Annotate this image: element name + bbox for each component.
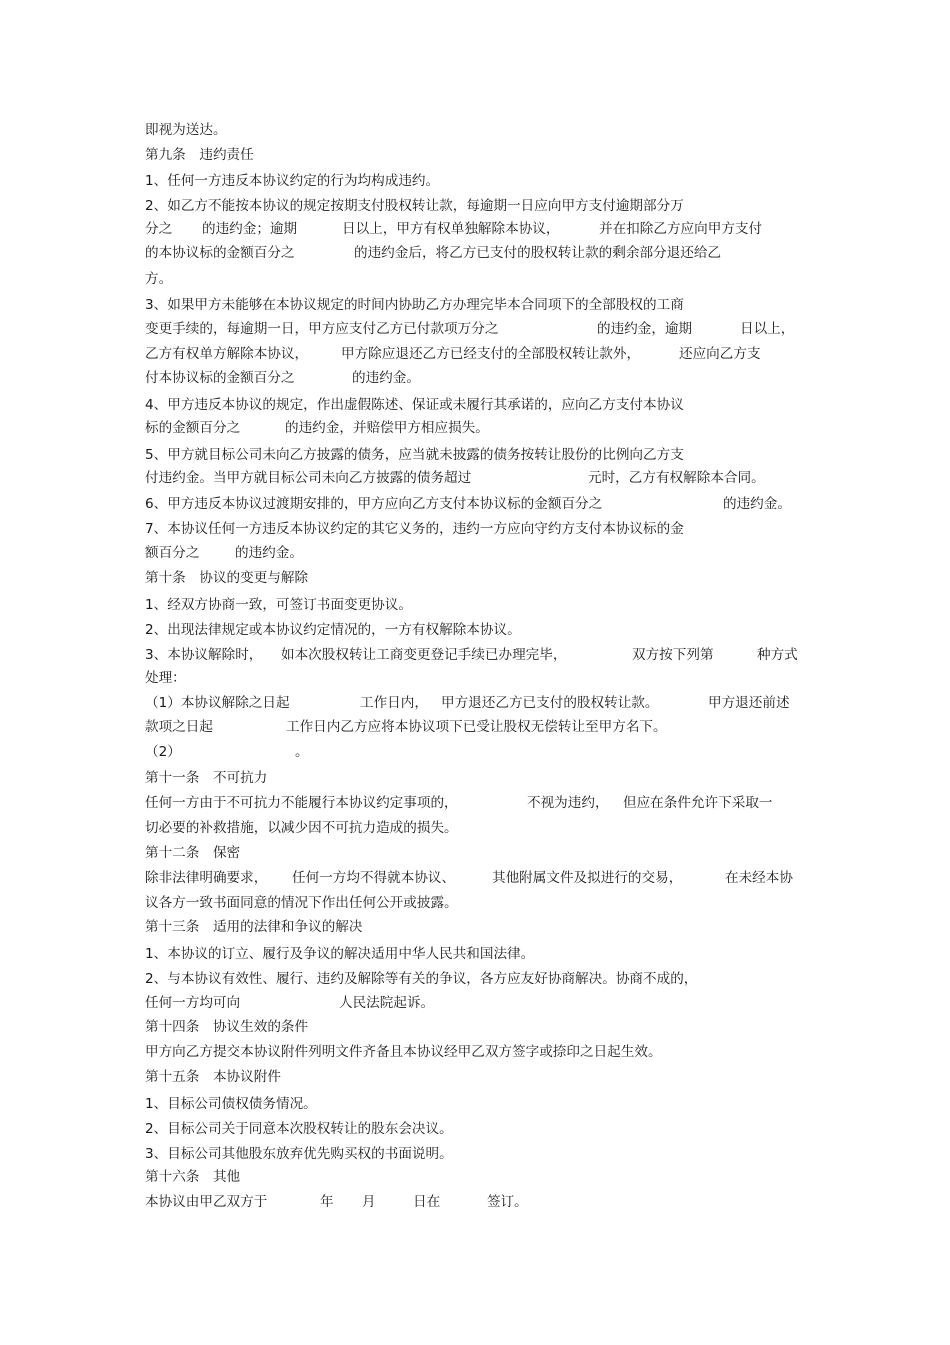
article-heading-13: 第十三条 适用的法律和争议的解决	[145, 919, 363, 935]
text-run: 3、本协议解除时，	[145, 647, 263, 663]
text-run: 还应向乙方支	[679, 346, 761, 362]
article-heading-12: 第十二条 保密	[145, 845, 241, 861]
text-run: 任何一方均不得就本协议、	[292, 870, 456, 886]
text-run: 乙方有权单方解除本协议，	[145, 346, 309, 362]
text-run: 并在扣除乙方应向甲方支付	[599, 221, 763, 237]
clause-9-5: 5、甲方就目标公司未向乙方披露的债务，应当就未披露的债务按转让股份的比例向乙方支	[145, 447, 684, 463]
text-run: 日在	[413, 1194, 441, 1210]
article-heading-10: 第十条 协议的变更与解除	[145, 570, 309, 586]
text-run: 除非法律明确要求，	[145, 870, 268, 886]
clause-11-line: 切必要的补救措施，以减少因不可抗力造成的损失。	[145, 820, 458, 836]
text-run: 在未经本协	[725, 870, 793, 886]
text-run: 元时，乙方有权解除本合同。	[588, 470, 765, 486]
text-run: 标的金额百分之	[145, 420, 241, 436]
clause-16	[145, 1193, 528, 1319]
clause-9-7: 7、本协议任何一方违反本协议约定的其它义务的，违约一方应向守约方支付本协议标的金	[145, 521, 684, 537]
clause-9-3: 3、如果甲方未能够在本协议规定的时间内协助乙方办理完毕本合同项下的全部股权的工商	[145, 297, 684, 313]
text-run: 的违约金。	[235, 545, 303, 561]
clause-13-1: 1、本协议的订立、履行及争议的解决适用中华人民共和国法律。	[145, 946, 535, 962]
text-run: 的违约金，并赔偿甲方相应损失。	[285, 420, 489, 436]
clause-15-1: 1、目标公司债权债务情况。	[145, 1096, 317, 1112]
text-run: 的违约金，逾期	[597, 321, 693, 337]
text-run: 变更手续的，每逾期一日，甲方应支付乙方已付款项万分之	[145, 321, 499, 337]
text-run: 的违约金后，将乙方已支付的股权转让款的剩余部分退还给乙	[354, 245, 722, 261]
text-run: 日以上，	[740, 321, 795, 337]
text-run: 。	[295, 744, 309, 760]
clause-10-1: 1、经双方协商一致，可签订书面变更协议。	[145, 597, 412, 613]
text-run: 甲方除应退还乙方已经支付的全部股权转让款外，	[341, 346, 641, 362]
text-run: 双方按下列第	[632, 647, 714, 663]
text-run: 年	[320, 1194, 334, 1210]
article-heading-11: 第十一条 不可抗力	[145, 770, 268, 786]
clause-12-line: 议各方一致书面同意的情况下作出任何公开或披露。	[145, 895, 458, 911]
article-heading-15: 第十五条 本协议附件	[145, 1069, 281, 1085]
article-heading-16: 第十六条 其他	[145, 1169, 241, 1185]
clause-9-2: 2、如乙方不能按本协议的规定按期支付股权转让款，每逾期一日应向甲方支付逾期部分万	[145, 198, 684, 214]
text-run: 工作日内，	[360, 695, 428, 711]
clause-10-2: 2、出现法律规定或本协议约定情况的，一方有权解除本协议。	[145, 622, 521, 638]
clause-14: 甲方向乙方提交本协议附件列明文件齐备且本协议经甲乙双方签字或捺印之日起生效。	[145, 1044, 662, 1060]
text-run: 签订。	[487, 1194, 528, 1210]
text-run: 付违约金。当甲方就目标公司未向乙方披露的债务超过	[145, 470, 472, 486]
paragraph: 即视为送达。	[145, 122, 227, 138]
article-heading-9: 第九条 违约责任	[145, 147, 254, 163]
clause-15-3: 3、目标公司其他股东放弃优先购买权的书面说明。	[145, 1146, 453, 1162]
text-run: 但应在条件允许下采取一	[623, 795, 773, 811]
text-run: 月	[362, 1194, 376, 1210]
text-run: 的违约金。	[723, 496, 791, 512]
text-run: 的违约金；逾期	[202, 221, 298, 237]
clause-9-4: 4、甲方违反本协议的规定，作出虚假陈述、保证或未履行其承诺的，应向乙方支付本协议	[145, 397, 684, 413]
text-run: 分之	[145, 221, 173, 237]
article-heading-14: 第十四条 协议生效的条件	[145, 1019, 309, 1035]
text-run: 其他附属文件及拟进行的交易，	[492, 870, 683, 886]
text-run: 任何一方由于不可抗力不能履行本协议约定事项的，	[145, 795, 458, 811]
text-run: 人民法院起诉。	[339, 995, 435, 1011]
text-run: 日以上，甲方有权单独解除本协议，	[342, 221, 560, 237]
text-run: 如本次股权转让工商变更登记手续已办理完毕，	[281, 647, 567, 663]
text-run: 甲方退还前述	[708, 695, 790, 711]
clause-13-2: 2、与本协议有效性、履行、违约及解除等有关的争议，各方应友好协商解决。协商不成的，	[145, 971, 698, 987]
text-run: 付本协议标的金额百分之	[145, 370, 295, 386]
text-run: 的违约金。	[352, 370, 420, 386]
text-run: （1）本协议解除之日起	[145, 695, 290, 711]
text-run: 甲方退还乙方已支付的股权转让款。	[441, 695, 659, 711]
clause-9-2-line: 方。	[145, 271, 173, 287]
clause-15-2: 2、目标公司关于同意本次股权转让的股东会决议。	[145, 1121, 453, 1137]
text-run: 款项之日起	[145, 719, 213, 735]
clause-9-1: 1、任何一方违反本协议约定的行为均构成违约。	[145, 173, 440, 189]
text-run: 任何一方均可向	[145, 995, 241, 1011]
text-run: 工作日内乙方应将本协议项下已受让股权无偿转让至甲方名下。	[286, 719, 667, 735]
text-run: 种方式	[757, 647, 798, 663]
text-run: 不视为违约，	[527, 795, 609, 811]
clause-10-3-line: 处理：	[145, 670, 186, 686]
text-run: （2）	[145, 744, 181, 760]
text-run: 的本协议标的金额百分之	[145, 245, 295, 261]
text-run: 6、甲方违反本协议过渡期安排的，甲方应向乙方支付本协议标的金额百分之	[145, 496, 603, 512]
text-run: 额百分之	[145, 545, 200, 561]
text-run: 本协议由甲乙双方于	[145, 1194, 268, 1210]
